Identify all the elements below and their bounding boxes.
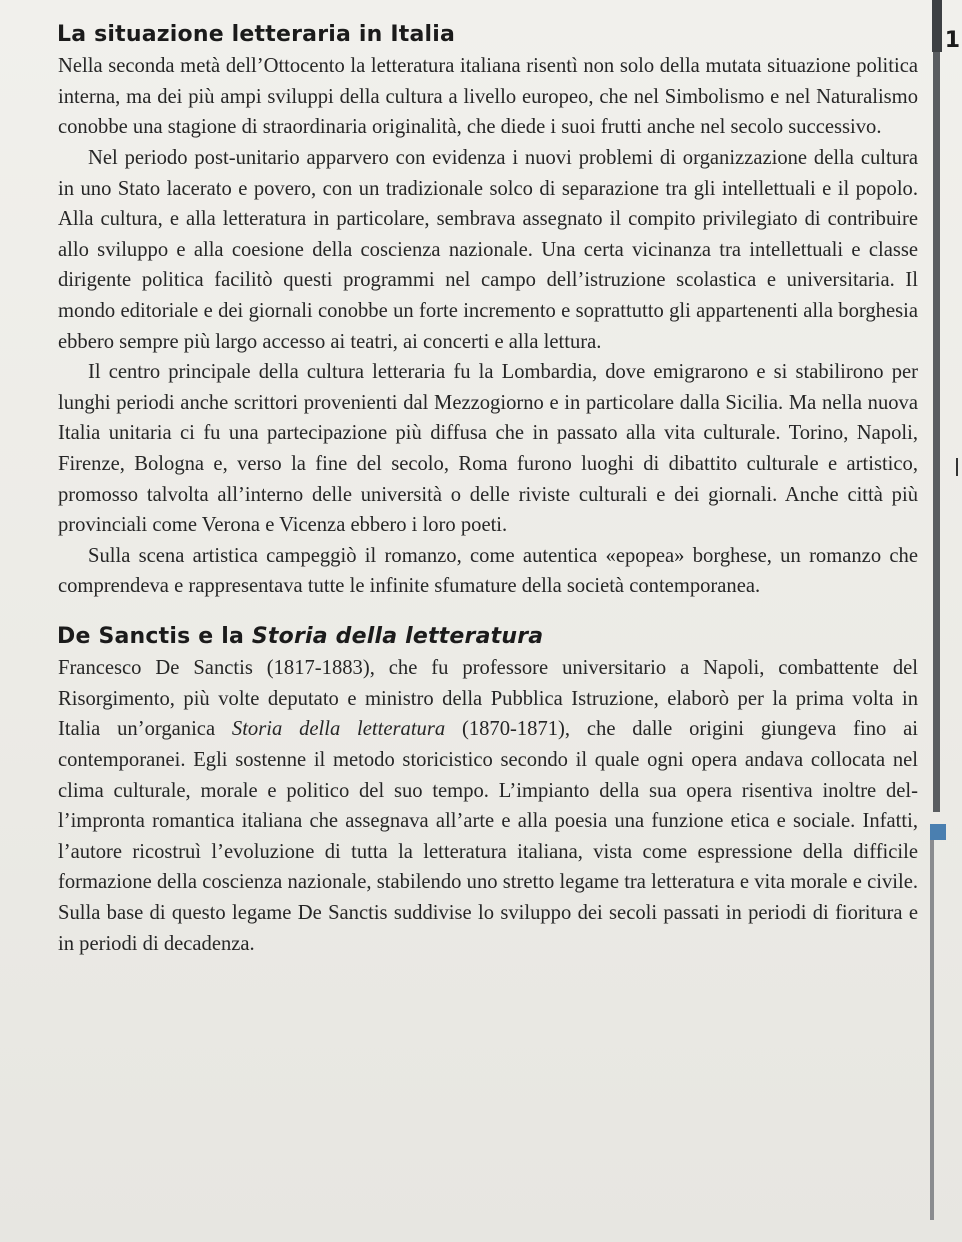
paragraph-2: Nel periodo post-unitario apparvero con evidenza i nuovi problemi di organizzazione della cultura in uno Stato lacerato e povero, con un tradizionale solco di separazione tra gli intellettuali e il popolo. Alla cultura, e alla letteratura in particolare, sembrava assegnato il compito privilegiato di contribuire allo sviluppo e alla coesione della coscienza nazionale. Una certa vicinanza tra intellettuali e classe dirigente politica facilitò questi programmi nel campo dell’istruzione scolastica e universitaria. Il mondo editoriale e dei giornali conobbe un forte incremento e soprattutto gli appartenenti alla borghesia ebbero sempre più largo accesso ai teatri, ai concerti e alla lettura. [58, 147, 918, 353]
section-title-de-sanctis-italic: Storia della letteratura [251, 623, 544, 649]
paragraph-3: Il centro principale della cultura letteraria fu la Lombardia, dove emigrarono e si stabilirono per lunghi periodi anche scrittori provenienti dal Mezzogiorno e in particolare dalla Sicilia. Ma nella nuova Italia unitaria ci fu una partecipazione più diffusa che in passato alla vita culturale. Torino, Napoli, Firenze, Bologna e, verso la fine del secolo, Roma furono luoghi di dibattito culturale e artistico, promosso talvolta all’interno delle università o delle riviste culturali e dei giornali. Anche città più provinciali come Verona e Vicenza ebbero i loro poeti. [58, 361, 918, 537]
margin-tick [956, 458, 958, 476]
paragraph-1: Nella seconda metà dell’Ottocento la letteratura italiana risentì non solo della mutata situazione politica interna, ma dei più ampi sviluppi della cultura a livello europeo, che nel Simbolismo e nel Naturalismo conobbe una stagione di straordinaria originalità, che diede i suoi frutti anche nel secolo successivo. [58, 55, 918, 139]
margin-bar-lower [930, 840, 934, 1220]
section-title-de-sanctis-prefix: De Sanctis e la [57, 623, 252, 649]
section-title-situazione: La situazione letteraria in Italia [57, 22, 456, 47]
margin-page-marker: 1 [944, 28, 960, 53]
paragraph-4: Sulla scena artistica campeggiò il romanzo, come autentica «epopea» borghese, un romanzo che comprendeva e rappresentava tutte le infinite sfumature della società contemporanea. [58, 544, 918, 598]
section-title-de-sanctis [57, 624, 918, 649]
paragraph-de-sanctis [58, 653, 918, 959]
margin-marker-blue [930, 824, 946, 840]
book-title-storia: Storia della letteratura [231, 718, 446, 741]
paragraph-de-sanctis-part2: (1870-1871), che dalle origini giungeva fino ai contemporanei. Egli sostenne il metodo storicistico secondo il quale ogni opera andava collocata nel clima culturale, morale e politico del suo tempo. L’impianto della sua opera risentiva inoltre dell’impronta romantica italiana che assegnava all’arte e alla poesia una funzione etica e sociale. Infatti, l’autore ricostruì l’evoluzione di tutta la letteratura italiana, vista come espressione della difficile formazione della coscienza nazionale, stabilendo uno stretto legame tra letteratura e vita morale e civile. Sulla base di questo legame De Sanctis suddivise lo sviluppo dei secoli passati in periodi di fioritura e in periodi di decadenza. [58, 718, 918, 955]
page-content [58, 18, 918, 959]
margin-bar-top [932, 0, 942, 52]
paragraph-de-sanctis-part1: Francesco De Sanctis (1817-1883), che fu professore universitario a Napoli, combattente del Risorgimento, più volte deputato e ministro della Pubblica Istruzione, elaborò per la prima volta in Italia un’organica [58, 657, 918, 741]
margin-bar-section [933, 52, 940, 812]
